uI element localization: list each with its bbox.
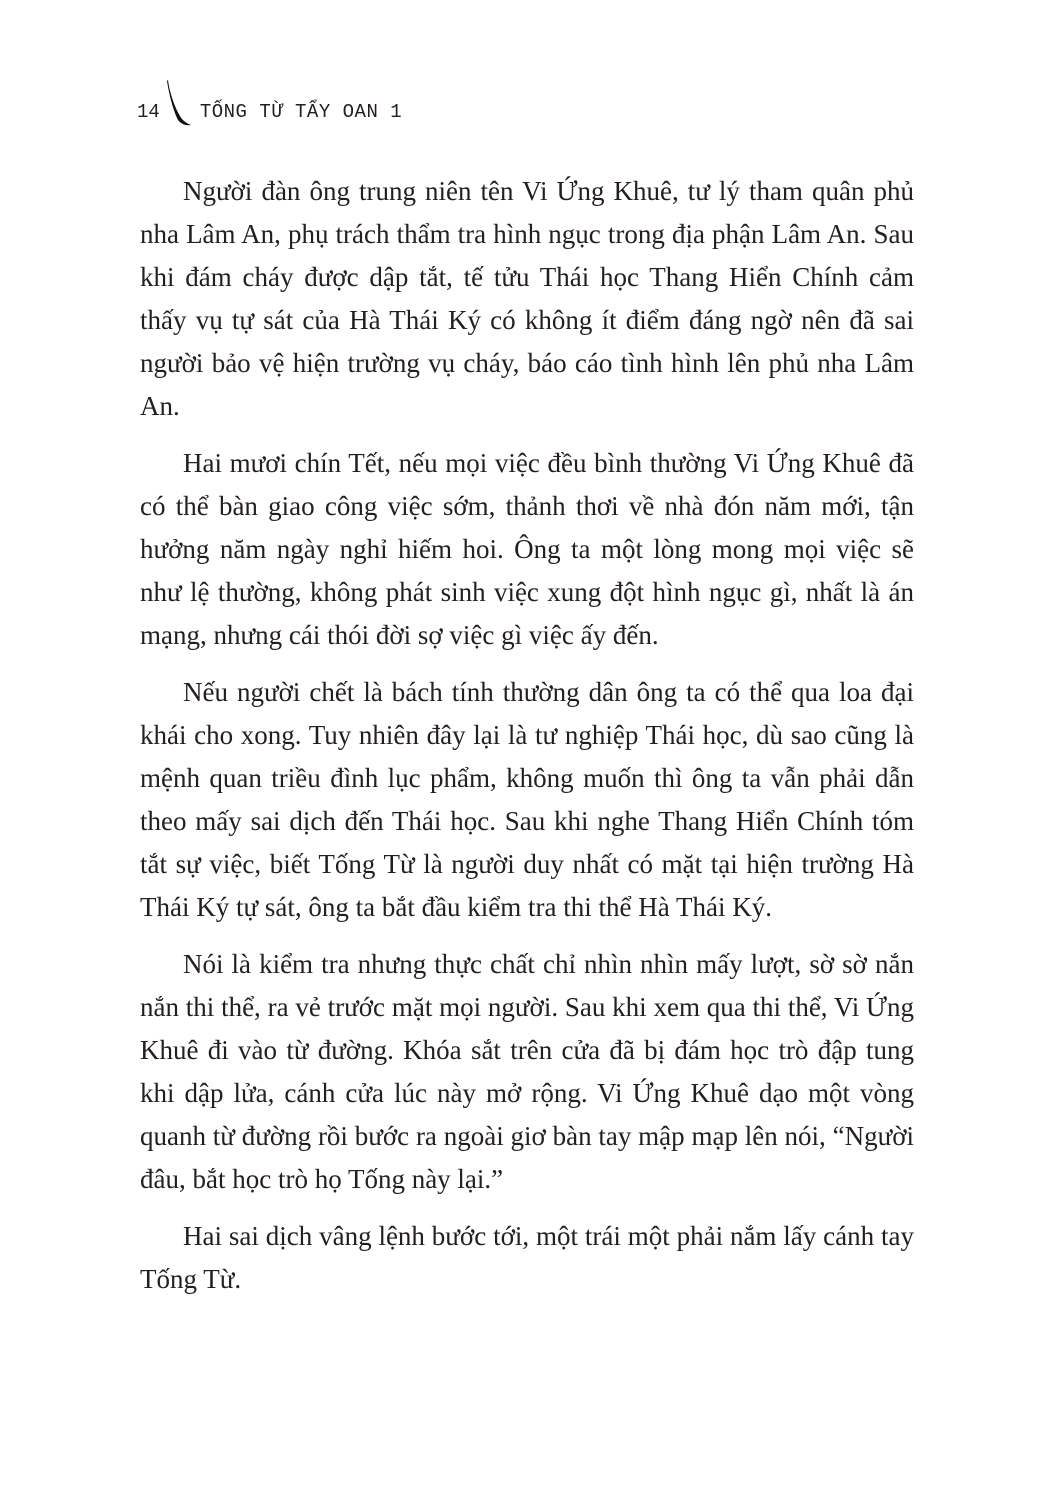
paragraph: Hai mươi chín Tết, nếu mọi việc đều bình thường Vi Ứng Khuê đã có thể bàn giao công việc sớm, thảnh thơi về nhà đón năm mới, tận hưởng năm ngày nghỉ hiếm hoi. Ông ta một lòng mong mọi việc sẽ như lệ thường, không phát sinh việc xung đột hình ngục gì, nhất là án mạng, nhưng cái thói đời sợ việc gì việc ấy đến. xyxy=(140,448,914,650)
page-header xyxy=(137,78,402,128)
running-title: TỐNG TỪ TẨY OAN 1 xyxy=(199,101,403,123)
brush-stroke-icon xyxy=(164,78,194,128)
body-text xyxy=(140,170,914,1315)
paragraph: Người đàn ông trung niên tên Vi Ứng Khuê, tư lý tham quân phủ nha Lâm An, phụ trách thẩm tra hình ngục trong địa phận Lâm An. Sau khi đám cháy được dập tắt, tế tửu Thái học Thang Hiển Chính cảm thấy vụ tự sát của Hà Thái Ký có không ít điểm đáng ngờ nên đã sai người bảo vệ hiện trường vụ cháy, báo cáo tình hình lên phủ nha Lâm An. xyxy=(140,176,914,421)
paragraph: Hai sai dịch vâng lệnh bước tới, một trái một phải nắm lấy cánh tay Tống Từ. xyxy=(140,1221,914,1294)
paragraph: Nói là kiểm tra nhưng thực chất chỉ nhìn nhìn mấy lượt, sờ sờ nắn nắn thi thể, ra vẻ trước mặt mọi người. Sau khi xem qua thi thể, Vi Ứng Khuê đi vào từ đường. Khóa sắt trên cửa đã bị đám học trò đập tung khi dập lửa, cánh cửa lúc này mở rộng. Vi Ứng Khuê dạo một vòng quanh từ đường rồi bước ra ngoài giơ bàn tay mập mạp lên nói, “Người đâu, bắt học trò họ Tống này lại.” xyxy=(140,949,914,1194)
page-number: 14 xyxy=(137,101,160,123)
paragraph: Nếu người chết là bách tính thường dân ông ta có thể qua loa đại khái cho xong. Tuy nhiên đây lại là tư nghiệp Thái học, dù sao cũng là mệnh quan triều đình lục phẩm, không muốn thì ông ta vẫn phải dẫn theo mấy sai dịch đến Thái học. Sau khi nghe Thang Hiển Chính tóm tắt sự việc, biết Tống Từ là người duy nhất có mặt tại hiện trường Hà Thái Ký tự sát, ông ta bắt đầu kiểm tra thi thể Hà Thái Ký. xyxy=(140,677,914,922)
